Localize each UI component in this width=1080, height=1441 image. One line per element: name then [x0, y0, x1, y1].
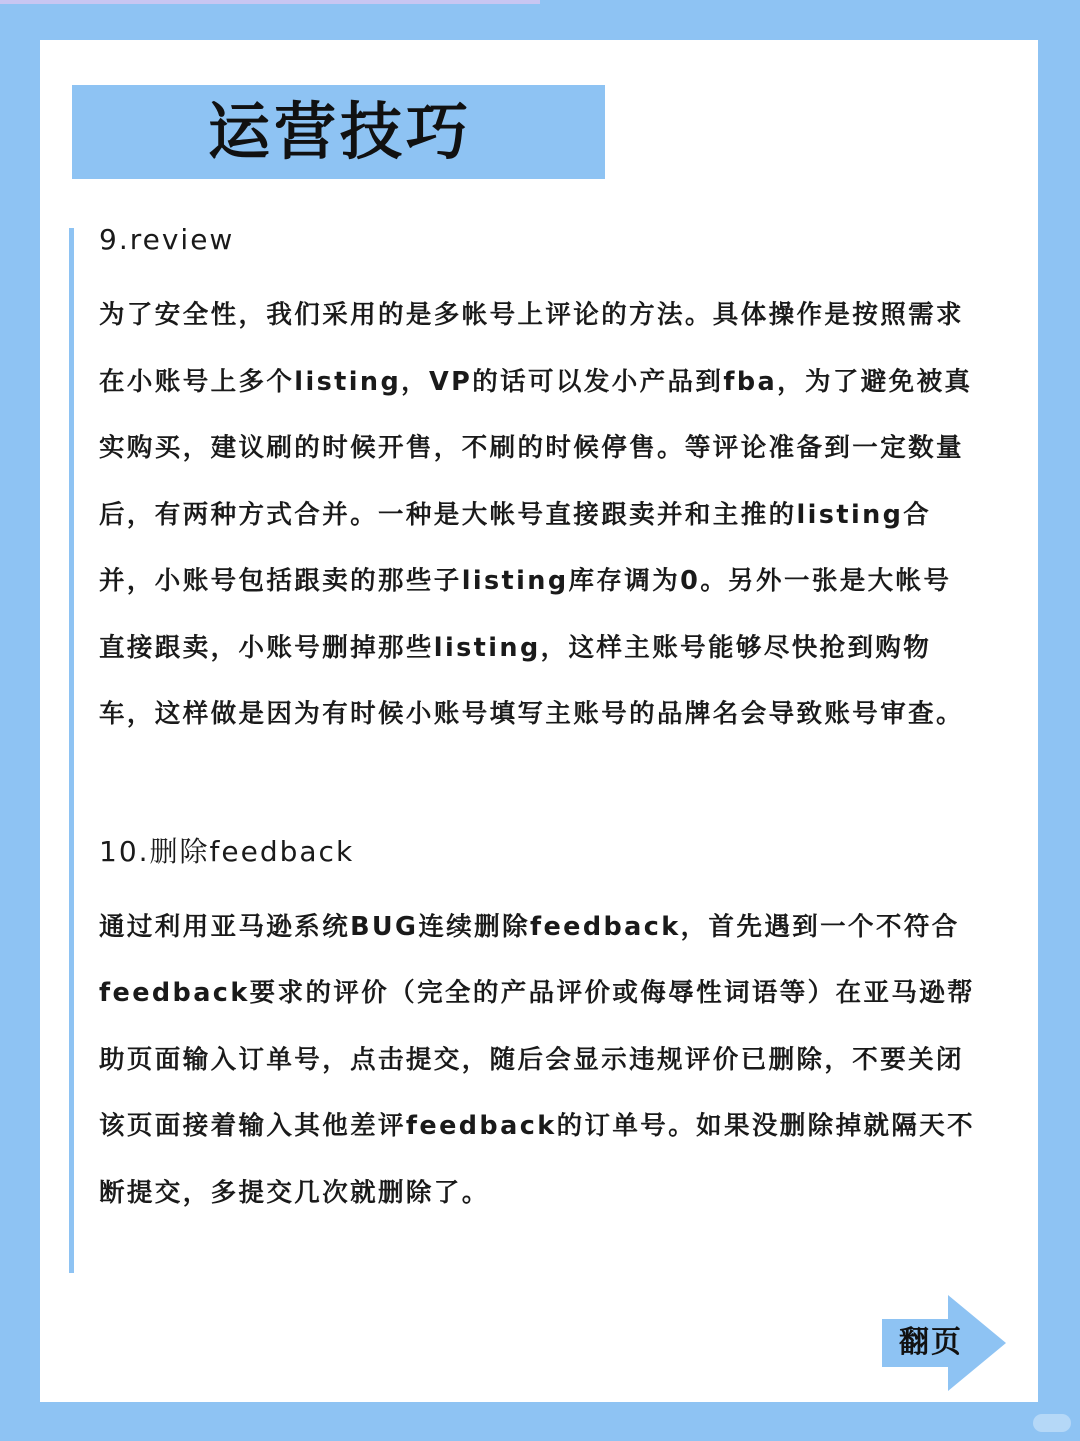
next-page-button[interactable] [882, 1295, 1010, 1391]
section-review [99, 216, 979, 748]
title-banner [72, 85, 605, 179]
content-card [40, 40, 1038, 1402]
section-paragraph: 为了安全性，我们采用的是多帐号上评论的方法。具体操作是按照需求在小账号上多个listing，VP的话可以发小产品到fba，为了避免被真实购买，建议刷的时候开售，不刷的时候停售。等评论准备到一定数量后，有两种方式合并。一种是大帐号直接跟卖并和主推的listing合并，小账号包括跟卖的那些子listing库存调为0。另外一张是大帐号直接跟卖，小账号删掉那些listing，这样主账号能够尽快抢到购物车，这样做是因为有时候小账号填写主账号的品牌名会导致账号审查。 [99, 300, 973, 729]
accent-vertical-bar [69, 228, 74, 1273]
section-delete-feedback [99, 828, 979, 1227]
watermark-badge [1033, 1414, 1071, 1432]
next-page-label: 翻页 [899, 1325, 963, 1360]
section-heading: 10.删除feedback [99, 834, 355, 868]
section-heading: 9.review [99, 223, 235, 256]
section-paragraph: 通过利用亚马逊系统BUG连续删除feedback，首先遇到一个不符合feedback要求的评价（完全的产品评价或侮辱性词语等）在亚马逊帮助页面输入订单号，点击提交，随后会显示违规评价已删除，不要关闭该页面接着输入其他差评feedback的订单号。如果没删除掉就隔天不断提交，多提交几次就删除了。 [99, 911, 976, 1208]
top-decor-strip [0, 0, 540, 4]
article-body [99, 216, 979, 1226]
page-title: 运营技巧 [208, 95, 473, 168]
